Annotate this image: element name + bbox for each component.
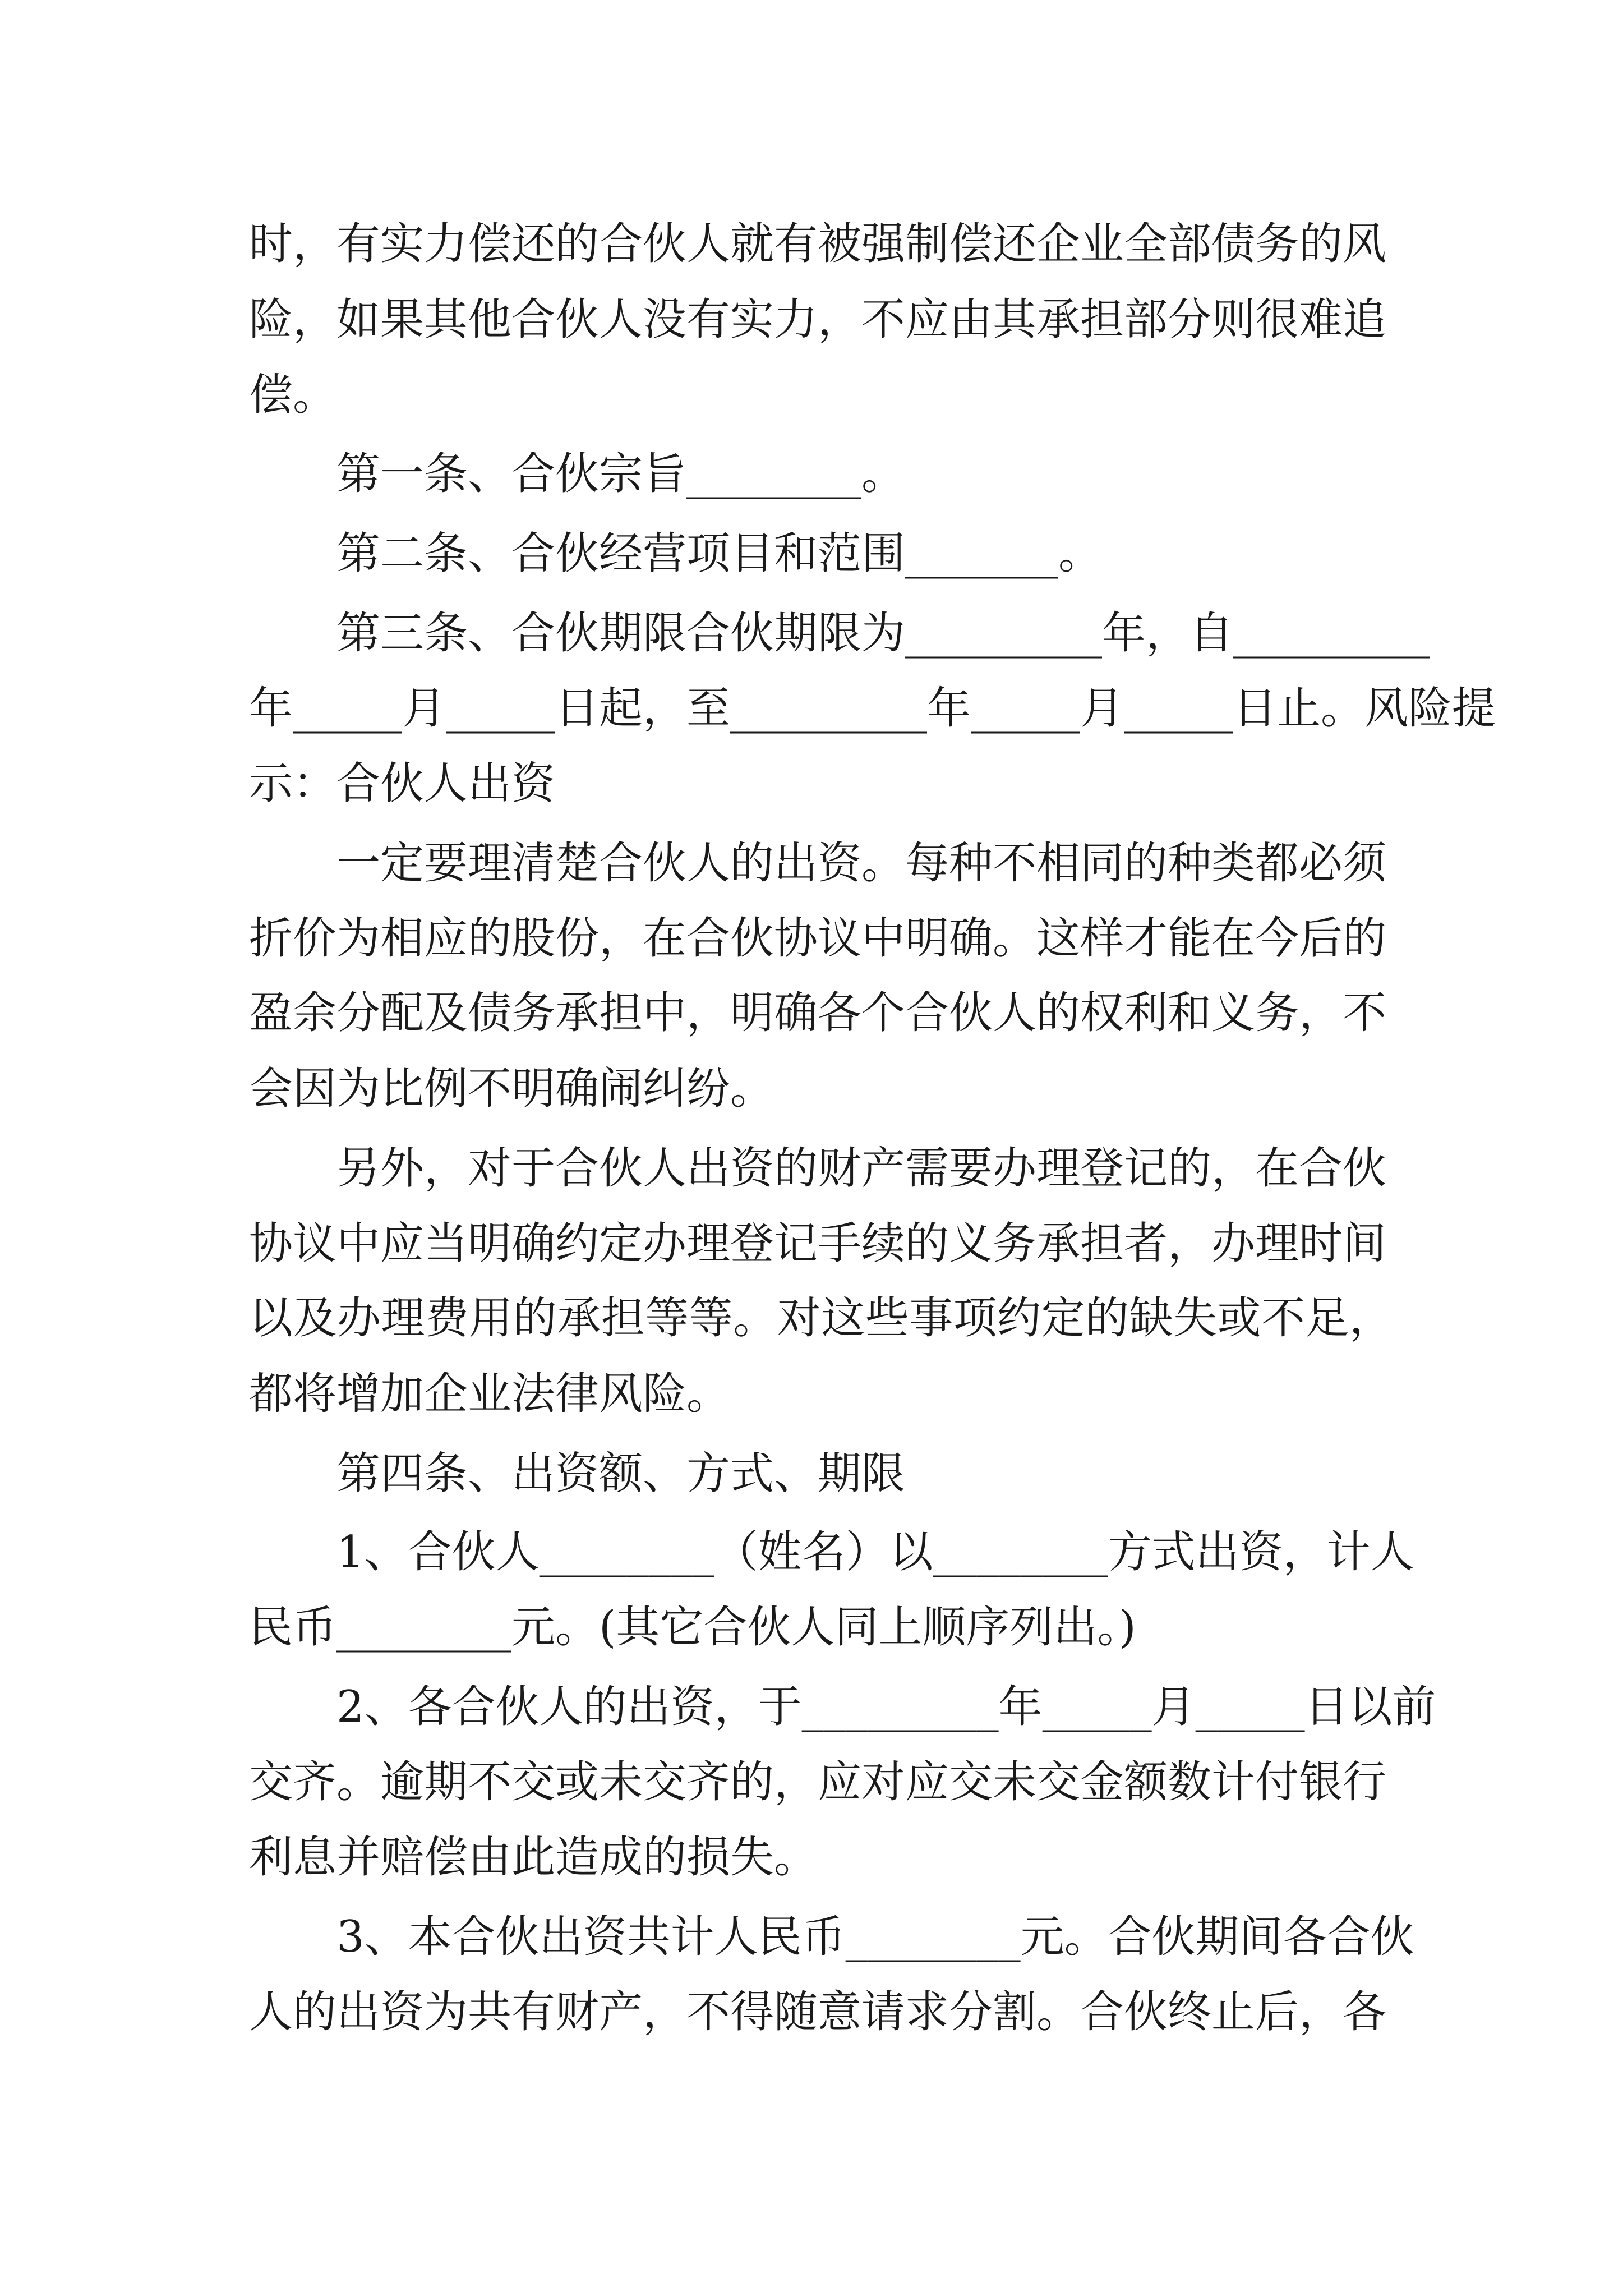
text-line: 1、合伙人________（姓名）以________方式出资，计人 (336, 1527, 1414, 1577)
text-line: 示：合伙人出资 (249, 758, 556, 809)
text-line: 折价为相应的股份，在合伙协议中明确。这样才能在今后的 (249, 913, 1387, 964)
text-line: 协议中应当明确约定办理登记手续的义务承担者，办理时间 (249, 1218, 1387, 1269)
text-line: 第四条、出资额、方式、期限 (336, 1448, 906, 1499)
text-line: 人的出资为共有财产，不得随意请求分割。合伙终止后，各 (249, 1987, 1387, 2037)
text-line: 险，如果其他合伙人没有实力，不应由其承担部分则很难追 (249, 295, 1387, 345)
text-line: 第一条、合伙宗旨________。 (336, 449, 906, 499)
text-line: 利息并赔偿由此造成的损失。 (249, 1832, 818, 1883)
text-line: 时，有实力偿还的合伙人就有被强制偿还企业全部债务的风 (249, 219, 1387, 269)
text-line: 交齐。逾期不交或未交齐的，应对应交未交金额数计付银行 (249, 1757, 1387, 1807)
text-line: 年_____月_____日起，至_________年_____月_____日止。风险提 (249, 683, 1496, 734)
text-line: 以及办理费用的承担等等。对这些事项约定的缺失或不足， (249, 1293, 1393, 1343)
text-line: 民币________元。(其它合伙人同上顺序列出。) (249, 1602, 1136, 1653)
text-line: 盈余分配及债务承担中，明确各个合伙人的权利和义务，不 (249, 988, 1387, 1038)
text-line: 会因为比例不明确闹纠纷。 (249, 1064, 774, 1114)
text-line: 另外，对于合伙人出资的财产需要办理登记的，在合伙 (336, 1143, 1387, 1194)
text-line: 偿。 (249, 370, 337, 420)
text-line: 第二条、合伙经营项目和范围_______。 (336, 528, 1103, 579)
text-line: 第三条、合伙期限合伙期限为_________年，自_________ (336, 608, 1431, 659)
text-line: 2、各合伙人的出资，于_________年_____月_____日以前 (336, 1682, 1436, 1732)
text-line: 3、本合伙出资共计人民币________元。合伙期间各合伙 (336, 1912, 1414, 1962)
text-line: 都将增加企业法律风险。 (249, 1369, 731, 1419)
text-line: 一定要理清楚合伙人的出资。每种不相同的种类都必须 (336, 838, 1387, 889)
